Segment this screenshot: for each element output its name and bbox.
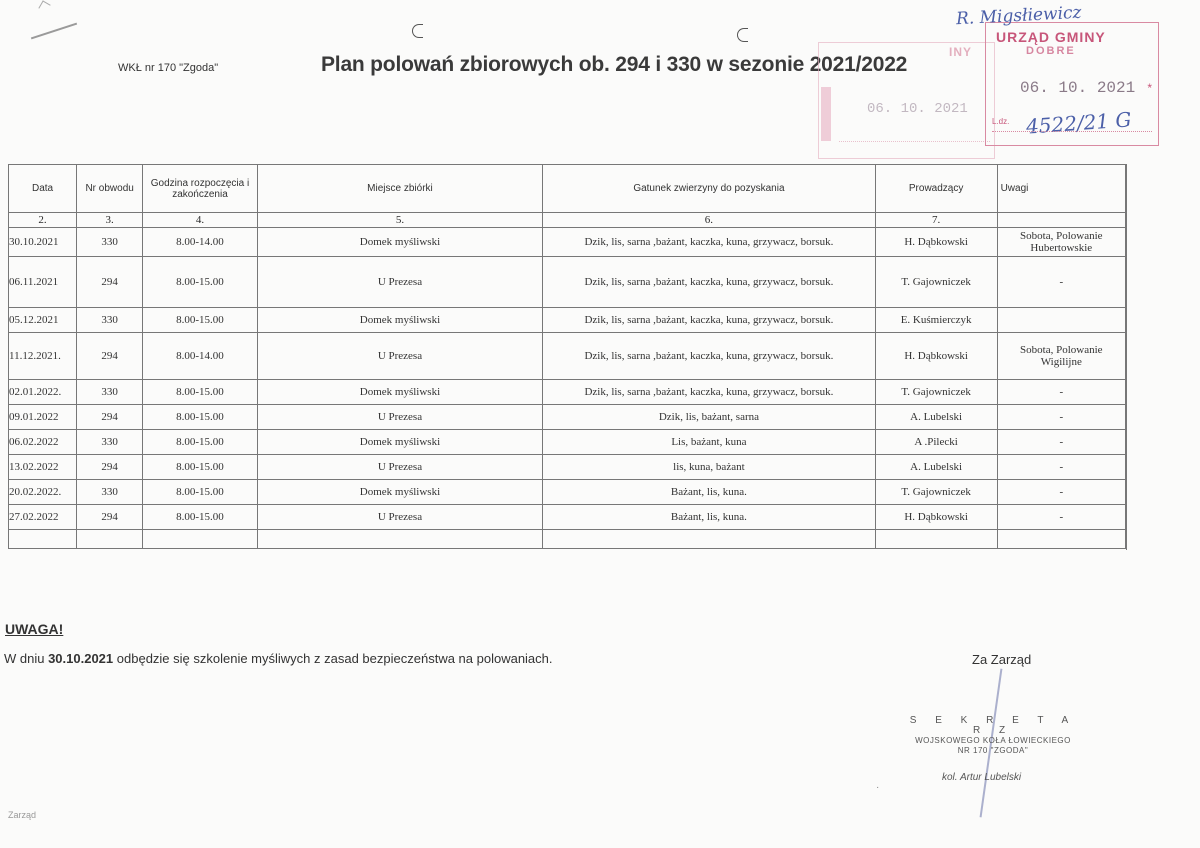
cell-place: U Prezesa [257, 505, 542, 530]
cell-date: 20.02.2022. [9, 480, 77, 505]
table-header-row [9, 165, 1126, 213]
stamp-office-line1: URZĄD GMINY [996, 29, 1106, 45]
cell-species: Dzik, lis, bażant, sarna [543, 405, 876, 430]
secretary-name: kol. Artur Lubelski [942, 772, 1022, 783]
table-row [9, 405, 1126, 430]
cell-notes: - [997, 480, 1125, 505]
column-number: 3. [77, 213, 143, 228]
cell-hours: 8.00-15.00 [143, 308, 258, 333]
scan-speck: · [876, 782, 880, 793]
table-row [9, 480, 1126, 505]
cell-notes: - [997, 257, 1125, 308]
column-number [997, 213, 1125, 228]
table-row [9, 333, 1126, 380]
cell-leader: T. Gajowniczek [875, 257, 997, 308]
empty-cell [543, 530, 876, 549]
club-number: NR 170 "ZGODA" [957, 746, 1029, 755]
table-row [9, 380, 1126, 405]
cell-notes [997, 308, 1125, 333]
cell-hours: 8.00-15.00 [143, 380, 258, 405]
stamp-registry-number: 4522/21 G [1025, 107, 1133, 139]
column-header: Prowadzący [875, 165, 997, 213]
ghost-office-text: INY [949, 45, 973, 59]
empty-cell [9, 530, 77, 549]
cell-place: U Prezesa [257, 455, 542, 480]
cell-area: 330 [77, 228, 143, 257]
cell-date: 11.12.2021. [9, 333, 77, 380]
secretary-stamp [898, 716, 1088, 756]
cell-hours: 8.00-15.00 [143, 257, 258, 308]
table-row [9, 505, 1126, 530]
cell-species: Dzik, lis, sarna ,bażant, kaczka, kuna, grzywacz, borsuk. [543, 228, 876, 257]
document-title: Plan polowań zbiorowych ob. 294 i 330 w sezonie 2021/2022 [321, 53, 908, 76]
empty-cell [997, 530, 1125, 549]
notice-text-before: W dniu [4, 651, 49, 666]
cell-area: 330 [77, 380, 143, 405]
cell-place: Domek myśliwski [257, 430, 542, 455]
cell-date: 05.12.2021 [9, 308, 77, 333]
cell-leader: T. Gajowniczek [875, 480, 997, 505]
cell-leader: H. Dąbkowski [875, 333, 997, 380]
cell-notes: - [997, 380, 1125, 405]
cell-species: lis, kuna, bażant [543, 455, 876, 480]
cell-species: Bażant, lis, kuna. [543, 480, 876, 505]
cell-place: Domek myśliwski [257, 380, 542, 405]
stamp-date: 06. 10. 2021 [1020, 79, 1136, 97]
cell-leader: H. Dąbkowski [875, 505, 997, 530]
table-row [9, 257, 1126, 308]
cell-hours: 8.00-15.00 [143, 430, 258, 455]
cell-leader: T. Gajowniczek [875, 380, 997, 405]
cell-leader: A. Lubelski [875, 455, 997, 480]
footer-text: Zarząd [8, 810, 37, 820]
column-header: Nr obwodu [77, 165, 143, 213]
cell-date: 06.02.2022 [9, 430, 77, 455]
column-number: 5. [257, 213, 542, 228]
cell-notes: - [997, 430, 1125, 455]
cell-date: 13.02.2022 [9, 455, 77, 480]
cell-hours: 8.00-14.00 [143, 333, 258, 380]
column-header: Godzina rozpoczęcia i zakończenia [143, 165, 258, 213]
cell-species: Dzik, lis, sarna ,bażant, kaczka, kuna, grzywacz, borsuk. [543, 257, 876, 308]
cell-area: 330 [77, 480, 143, 505]
empty-cell [257, 530, 542, 549]
cell-leader: H. Dąbkowski [875, 228, 997, 257]
club-name: WOJSKOWEGO KOŁA ŁOWIECKIEGO [915, 736, 1071, 745]
cell-leader: E. Kuśmierczyk [875, 308, 997, 333]
column-header: Miejsce zbiórki [257, 165, 542, 213]
scan-mark [38, 0, 50, 12]
secretary-role: S E K R E T A R Z [909, 715, 1077, 736]
cell-date: 02.01.2022. [9, 380, 77, 405]
cell-place: Domek myśliwski [257, 228, 542, 257]
cell-species: Dzik, lis, sarna ,bażant, kaczka, kuna, grzywacz, borsuk. [543, 380, 876, 405]
handwritten-name: R. Migsłiewicz [955, 2, 1082, 30]
cell-species: Bażant, lis, kuna. [543, 505, 876, 530]
cell-date: 09.01.2022 [9, 405, 77, 430]
empty-cell [875, 530, 997, 549]
empty-cell [143, 530, 258, 549]
cell-notes: Sobota, Polowanie Hubertowskie [997, 228, 1125, 257]
table-row [9, 455, 1126, 480]
cell-place: Domek myśliwski [257, 480, 542, 505]
cell-area: 294 [77, 455, 143, 480]
notice-text-after: odbędzie się szkolenie myśliwych z zasad bezpieczeństwa na polowaniach. [113, 651, 553, 666]
column-header: Data [9, 165, 77, 213]
cell-species: Lis, bażant, kuna [543, 430, 876, 455]
board-label: Za Zarząd [972, 652, 1032, 667]
empty-cell [77, 530, 143, 549]
cell-hours: 8.00-15.00 [143, 405, 258, 430]
cell-hours: 8.00-14.00 [143, 228, 258, 257]
cell-area: 294 [77, 333, 143, 380]
cell-notes: - [997, 405, 1125, 430]
table-row [9, 228, 1126, 257]
cell-place: U Prezesa [257, 405, 542, 430]
cell-area: 330 [77, 308, 143, 333]
cell-hours: 8.00-15.00 [143, 455, 258, 480]
table-row [9, 308, 1126, 333]
office-receipt-stamp [985, 22, 1159, 146]
notice-text [4, 651, 553, 666]
ghost-stamp-date: 06. 10. 2021 [867, 101, 968, 117]
cell-hours: 8.00-15.00 [143, 505, 258, 530]
cell-notes: - [997, 505, 1125, 530]
column-number-row [9, 213, 1126, 228]
table-border [1126, 164, 1127, 550]
column-number: 7. [875, 213, 997, 228]
empty-row [9, 530, 1126, 549]
organization-name: WKŁ nr 170 "Zgoda" [118, 62, 219, 74]
cell-leader: A .Pilecki [875, 430, 997, 455]
cell-species: Dzik, lis, sarna ,bażant, kaczka, kuna, grzywacz, borsuk. [543, 308, 876, 333]
stamp-office-line2: DOBRE [1026, 45, 1076, 57]
cell-place: U Prezesa [257, 257, 542, 308]
hunting-plan-table [8, 164, 1126, 549]
notice-date: 30.10.2021 [48, 651, 114, 666]
faded-office-stamp [818, 42, 995, 159]
cell-area: 330 [77, 430, 143, 455]
column-number: 2. [9, 213, 77, 228]
punch-hole-icon [412, 24, 423, 38]
column-number: 6. [543, 213, 876, 228]
cell-species: Dzik, lis, sarna ,bażant, kaczka, kuna, grzywacz, borsuk. [543, 333, 876, 380]
stamp-registry-label: L.dz. [992, 117, 1010, 126]
table-row [9, 430, 1126, 455]
notice-heading: UWAGA! [5, 621, 64, 637]
cell-notes: - [997, 455, 1125, 480]
column-number: 4. [143, 213, 258, 228]
star-icon: * [1147, 81, 1152, 95]
cell-date: 30.10.2021 [9, 228, 77, 257]
cell-place: U Prezesa [257, 333, 542, 380]
punch-hole-icon [737, 28, 748, 42]
cell-date: 06.11.2021 [9, 257, 77, 308]
cell-area: 294 [77, 257, 143, 308]
column-header: Uwagi [997, 165, 1125, 213]
cell-date: 27.02.2022 [9, 505, 77, 530]
cell-area: 294 [77, 505, 143, 530]
scan-mark [31, 23, 77, 40]
cell-hours: 8.00-15.00 [143, 480, 258, 505]
cell-area: 294 [77, 405, 143, 430]
cell-place: Domek myśliwski [257, 308, 542, 333]
cell-leader: A. Lubelski [875, 405, 997, 430]
cell-notes: Sobota, Polowanie Wigilijne [997, 333, 1125, 380]
column-header: Gatunek zwierzyny do pozyskania [543, 165, 876, 213]
